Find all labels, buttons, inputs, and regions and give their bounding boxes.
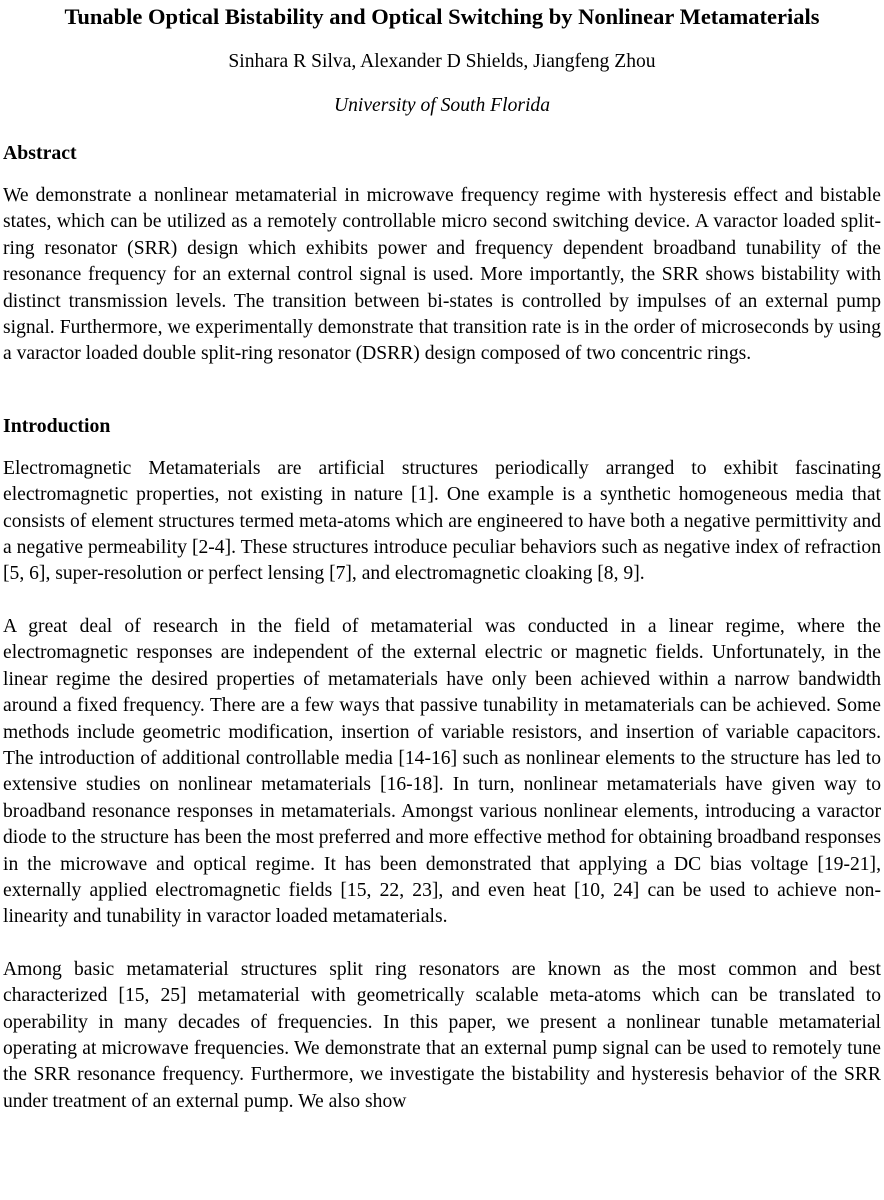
introduction-paragraph-2: A great deal of research in the field of metamaterial was conducted in a linear regime, where the electromagnetic responses are independent of the external electric or magnetic fields. Unfortunately, in the linear regime the desired properties of metamaterials have only been achieved within a narrow bandwidth around a fixed frequency. There are a few ways that passive tunability in metamaterials can be achieved. Some methods include geometric modification, insertion of variable resistors, and insertion of variable capacitors. The introduction of additional controllable media [14-16] such as nonlinear elements to the structure has led to extensive studies on nonlinear metamaterials [16-18]. In turn, nonlinear metamaterials have given way to broadband resonance responses in metamaterials. Amongst various nonlinear elements, introducing a varactor diode to the structure has been the most preferred and more effective method for obtaining broadband responses in the microwave and optical regime. It has been demonstrated that applying a DC bias voltage [19-21], externally applied electromagnetic fields [15, 22, 23], and even heat [10, 24] can be used to achieve non-linearity and tunability in varactor loaded metamaterials. bbox=[3, 615, 881, 928]
affiliation-line: University of South Florida bbox=[333, 95, 551, 116]
introduction-paragraph-3: Among basic metamaterial structures split ring resonators are known as the most common and best characterized [15, 25] metamaterial with geometrically scalable meta-atoms which can be translated to operability in many decades of frequencies. In this paper, we present a nonlinear tunable metamaterial operating at microwave frequencies. We demonstrate that an external pump signal can be used to remotely tune the SRR resonance frequency. Furthermore, we investigate the bistability and hysteresis behavior of the SRR under treatment of an external pump. We also show bbox=[3, 958, 881, 1112]
section-abstract bbox=[3, 140, 881, 368]
introduction-paragraph-1: Electromagnetic Metamaterials are artificial structures periodically arranged to exhibit fascinating electromagnetic properties, not existing in nature [1]. One example is a synthetic homogeneous media that consists of element structures termed meta-atoms which are engineered to have both a negative permittivity and a negative permeability [2-4]. These structures introduce peculiar behaviors such as negative index of refraction [5, 6], super-resolution or perfect lensing [7], and electromagnetic cloaking [8, 9]. bbox=[3, 457, 881, 585]
section-introduction bbox=[3, 413, 881, 1115]
authors-line: Sinhara R Silva, Alexander D Shields, Jiangfeng Zhou bbox=[228, 51, 656, 72]
abstract-paragraph: We demonstrate a nonlinear metamaterial in microwave frequency regime with hysteresis effect and bistable states, which can be utilized as a remotely controllable micro second switching device. A varactor loaded split-ring resonator (SRR) design which exhibits power and frequency dependent broadband tunability of the resonance frequency for an external control signal is used. More importantly, the SRR shows bistability with distinct transmission levels. The transition between bi-states is controlled by impulses of an external pump signal. Furthermore, we experimentally demonstrate that transition rate is in the order of microseconds by using a varactor loaded double split-ring resonator (DSRR) design composed of two concentric rings. bbox=[3, 185, 881, 365]
abstract-heading: Abstract bbox=[3, 142, 77, 164]
introduction-heading: Introduction bbox=[3, 414, 111, 437]
page-title: Tunable Optical Bistability and Optical Switching by Nonlinear Metamaterials bbox=[64, 4, 820, 29]
